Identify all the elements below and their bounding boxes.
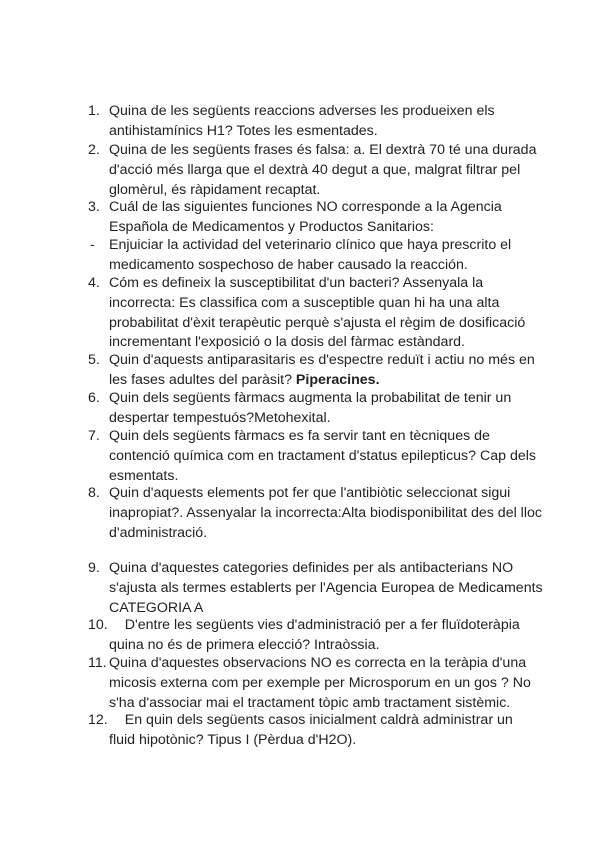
item-text-line: D'entre les següents vies d'administració per a fer fluïdoteràpia [109, 617, 520, 633]
item-text-line: Quina d'aquestes categories definides per als antibacterians NO [109, 560, 514, 576]
item-number: 6. [88, 390, 100, 406]
item-text-line: En quin dels següents casos inicialment caldrà administrar un [109, 712, 513, 728]
item-text-line: inapropiat?. Assenyalar la incorrecta:Alta biodisponibilitat des del lloc [109, 505, 542, 521]
item-dash: - [90, 237, 95, 253]
item-number: 5. [88, 352, 100, 368]
item-text-line: micosis externa com per exemple per Microsporum en un gos ? No [109, 675, 531, 691]
item-text-line: esmentats. [109, 468, 179, 484]
item-text-line: CATEGORIA A [109, 600, 204, 616]
item-number: 3. [88, 199, 100, 215]
item-text-line: s'ajusta als termes establerts per l'Agencia Europea de Medicaments [109, 580, 543, 596]
item-text-line: fluid hipotònic? Tipus I (Pèrdua d'H2O). [109, 732, 357, 748]
item-text-line: Quin d'aquests elements pot fer que l'antibiòtic seleccionat sigui [109, 485, 511, 501]
item-text-plain: les fases adultes del paràsit? [109, 372, 296, 388]
item-text-line: Española de Medicamentos y Productos Sanitarios: [109, 219, 434, 235]
item-text-line: incrementant l'exposició o la dosis del fàrmac estàndard. [109, 334, 466, 350]
item-answer-bold: Piperacines. [295, 372, 380, 388]
item-text-line: Cuál de las siguientes funciones NO corresponde a la Agencia [109, 199, 502, 215]
item-text-line: Cóm es defineix la susceptibilitat d'un bacteri? Assenyala la [109, 275, 484, 291]
item-text-line: incorrecta: Es classifica com a susceptible quan hi ha una alta [109, 295, 500, 311]
item-text-line: probabilitat d'èxit terapèutic perquè s'ajusta el règim de dosificació [109, 315, 526, 331]
item-text-line [109, 371, 380, 390]
item-text-line: Quin d'aquests antiparasitaris es d'espectre reduït i actiu no més en [109, 352, 535, 368]
item-text-line: s'ha d'associar mai el tractament tòpic amb tractament sistèmic. [109, 695, 511, 711]
item-text-line: medicamento sospechoso de haber causado la reacción. [109, 257, 468, 273]
item-text-line: Quina d'aquestes observacions NO es correcta en la teràpia d'una [109, 655, 527, 671]
item-text-line: Enjuiciar la actividad del veterinario clínico que haya prescrito el [109, 237, 512, 253]
item-text-line: Quin dels següents fàrmacs es fa servir tant en tècniques de [109, 428, 490, 444]
item-number: 8. [88, 485, 100, 501]
item-number: 7. [88, 428, 100, 444]
item-text-line: glomèrul, és ràpidament recaptat. [109, 182, 321, 198]
item-text-line: Quina de les següents frases és falsa: a. El dextrà 70 té una durada [109, 142, 537, 158]
item-number: 1. [88, 103, 100, 119]
item-text-line: Quin dels següents fàrmacs augmenta la probabilitat de tenir un [109, 390, 512, 406]
item-text-line: d'acció més llarga que el dextrà 40 degut a que, malgrat filtrar pel [109, 162, 521, 178]
item-text-line: Quina de les següents reaccions adverses les produeixen els [109, 103, 495, 119]
item-number: 9. [88, 560, 100, 576]
item-text-line: d'administració. [109, 525, 208, 541]
item-number: 11. [88, 655, 107, 671]
item-text-line: antihistamínics H1? Totes les esmentades. [109, 123, 378, 139]
item-text-line: contenció química com en tractament d'status epilepticus? Cap dels [109, 448, 536, 464]
item-text-line: despertar tempestuós?Metohexital. [109, 410, 331, 426]
item-number: 12. [88, 712, 108, 728]
item-text-line: quina no és de primera elecció? Intraòssia. [109, 637, 380, 653]
item-number: 4. [88, 275, 100, 291]
item-number: 10. [88, 617, 108, 633]
item-number: 2. [88, 142, 100, 158]
